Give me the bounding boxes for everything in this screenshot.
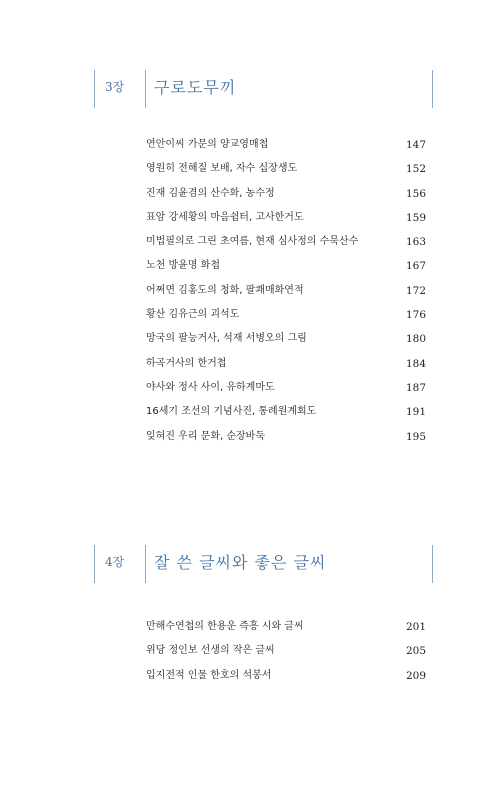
chapter-4-header (94, 545, 434, 583)
entry-title: 위당 정인보 선생의 작은 글씨 (146, 645, 275, 657)
toc-entry[interactable] (146, 639, 426, 663)
entry-page: 167 (405, 260, 426, 273)
chapter-number: 3장 (105, 80, 125, 94)
entry-page: 147 (405, 139, 426, 151)
toc-entry[interactable] (146, 254, 426, 278)
entry-title: 연안이씨 가문의 양교영매첩 (146, 139, 269, 150)
entry-title: 야사와 정사 사이, 유하계마도 (146, 381, 275, 393)
entry-page: 187 (405, 381, 426, 394)
chapter-title: 구로도무끼 (154, 78, 237, 97)
toc-entry[interactable] (146, 615, 426, 639)
entry-page: 172 (405, 284, 426, 297)
toc-entry[interactable] (146, 206, 426, 230)
toc-entry[interactable] (146, 400, 426, 424)
entry-page: 180 (405, 333, 426, 346)
entry-page: 191 (405, 406, 426, 419)
toc-entry[interactable] (146, 279, 426, 303)
entry-page: 159 (405, 211, 426, 224)
entry-title: 노천 방윤명 화첩 (146, 260, 220, 272)
entry-title: 입지전적 인물 한호의 석봉서 (146, 669, 272, 681)
header-divider (432, 545, 433, 583)
chapter-3-toc (146, 133, 426, 449)
entry-page: 163 (405, 236, 426, 249)
chapter-title: 잘 쓴 글씨와 좋은 글씨 (154, 553, 327, 572)
entry-page: 195 (405, 430, 426, 443)
chapter-4-toc (146, 615, 426, 688)
toc-entry[interactable] (146, 425, 426, 449)
header-divider (432, 70, 433, 108)
toc-entry[interactable] (146, 230, 426, 254)
toc-entry[interactable] (146, 133, 426, 157)
toc-entry[interactable] (146, 327, 426, 351)
toc-entry[interactable] (146, 157, 426, 181)
entry-title: 잊혀진 우리 문화, 순장바둑 (146, 430, 265, 442)
toc-entry[interactable] (146, 182, 426, 206)
entry-title: 진재 김윤겸의 산수화, 농수정 (146, 187, 275, 199)
header-divider (94, 70, 95, 108)
entry-title: 영원히 전해질 보배, 자수 십장생도 (146, 163, 298, 175)
entry-page: 152 (405, 163, 426, 176)
chapter-number: 4장 (105, 555, 125, 569)
header-divider (94, 545, 95, 583)
header-divider (145, 70, 146, 108)
entry-title: 망국의 팔능거사, 석재 서병오의 그림 (146, 333, 307, 345)
entry-page: 209 (405, 669, 426, 682)
entry-page: 201 (405, 621, 426, 633)
entry-title: 하곡거사의 한거첩 (146, 357, 227, 369)
toc-entry[interactable] (146, 352, 426, 376)
entry-page: 184 (405, 357, 426, 370)
entry-page: 156 (405, 187, 426, 200)
entry-title: 어쩌면 김홍도의 청화, 팔쾌매화연적 (146, 284, 304, 296)
entry-title: 만해수연첩의 한용운 즉흥 시와 글씨 (146, 621, 304, 632)
entry-title: 표암 강세황의 마음쉼터, 고사한거도 (146, 211, 304, 223)
entry-page: 205 (405, 645, 426, 658)
toc-entry[interactable] (146, 303, 426, 327)
header-divider (145, 545, 146, 583)
toc-entry[interactable] (146, 664, 426, 688)
entry-page: 176 (405, 309, 426, 322)
entry-title: 황산 김유근의 괴석도 (146, 309, 240, 321)
chapter-3-header (94, 70, 434, 108)
entry-title: 미법필의로 그린 초여름, 현재 심사정의 수묵산수 (146, 236, 359, 248)
entry-title: 16세기 조선의 기념사진, 통례원계회도 (146, 406, 317, 418)
toc-entry[interactable] (146, 376, 426, 400)
